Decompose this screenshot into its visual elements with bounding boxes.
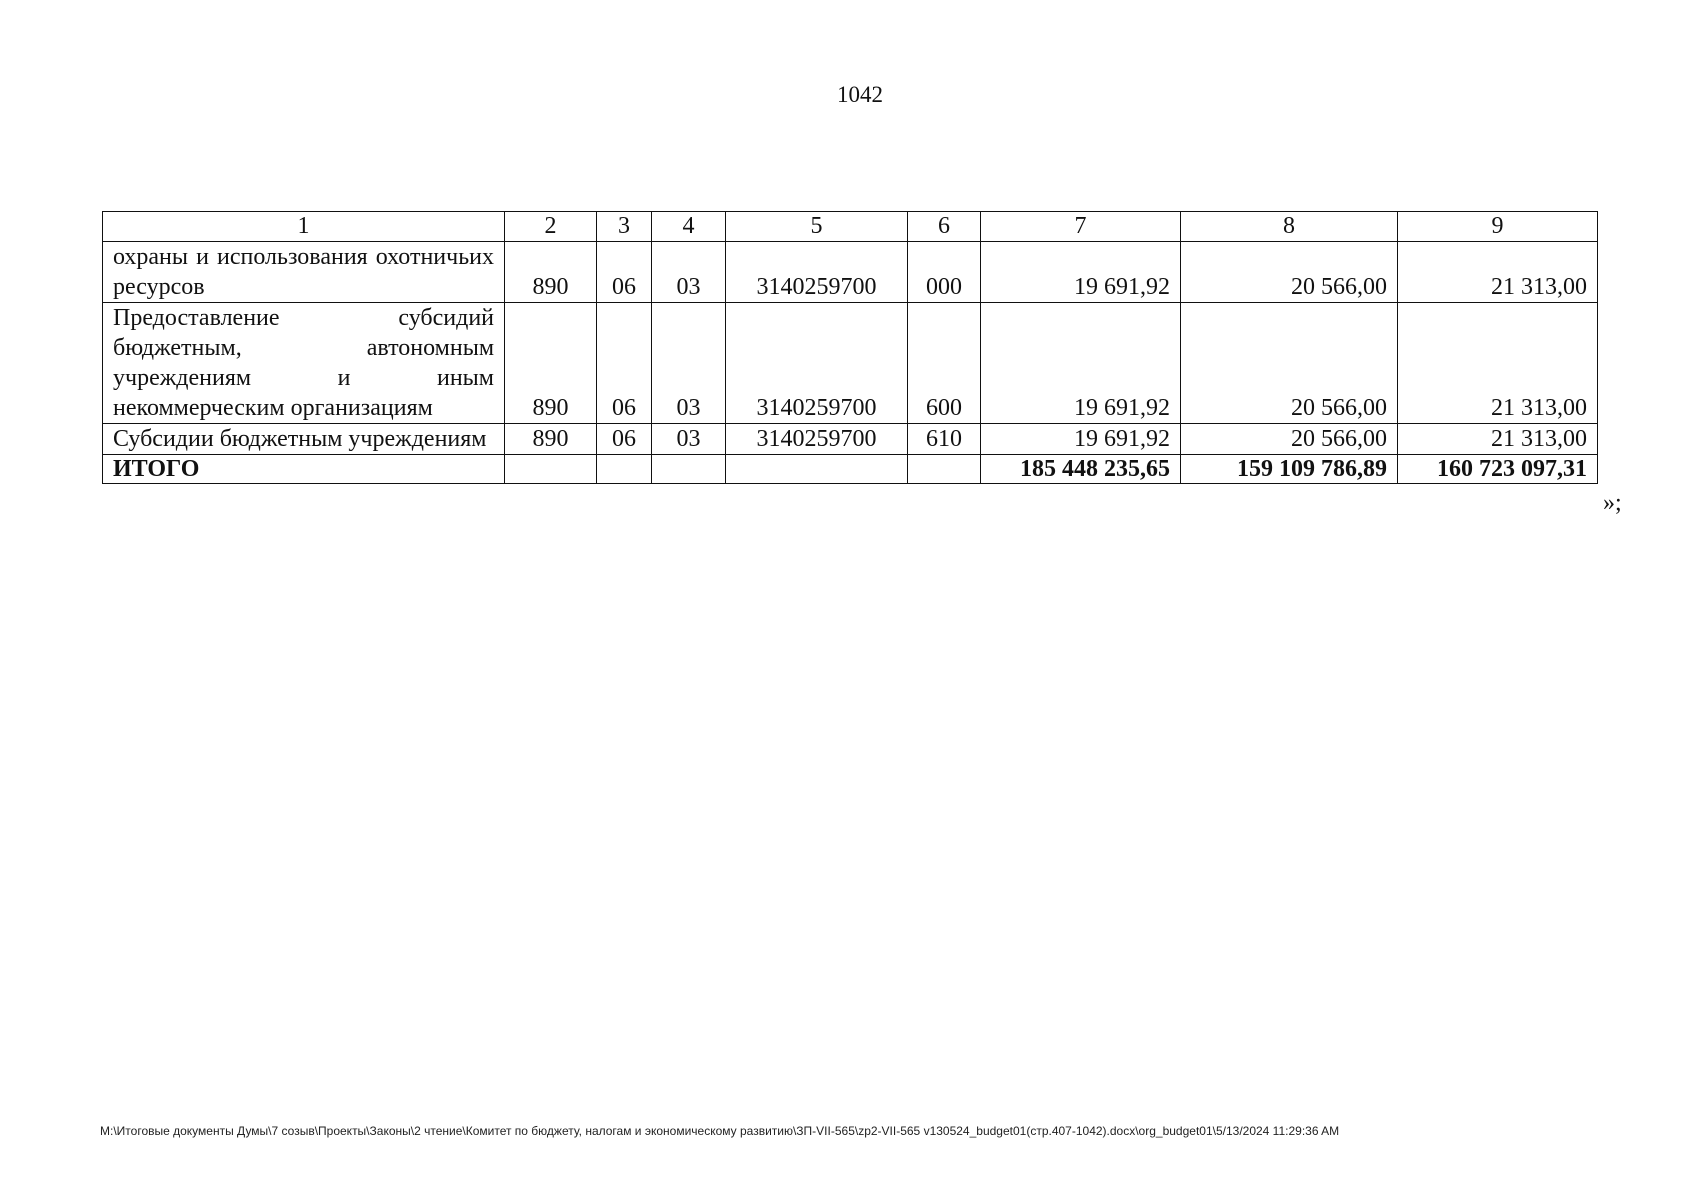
column-number: 4: [652, 212, 726, 242]
column-number: 9: [1398, 212, 1598, 242]
cell-code-4: 03: [652, 424, 726, 455]
column-number: 2: [505, 212, 597, 242]
cell-amount-8: 20 566,00: [1181, 424, 1398, 455]
total-amount-8: 159 109 786,89: [1181, 455, 1398, 484]
column-number: 7: [981, 212, 1181, 242]
cell-amount-8: 20 566,00: [1181, 303, 1398, 424]
footer-file-path: M:\Итоговые документы Думы\7 созыв\Проекты\Законы\2 чтение\Комитет по бюджету, налогам и экономическому развитию\ЗП-VII-565\zp2-VII-565 v130524_budget01(стр.407-1042).docx\org_budget01\5/13/2024 11:29:36 AM: [100, 1124, 1340, 1138]
budget-table: [102, 211, 1598, 484]
table-row: [103, 424, 1598, 455]
cell-code-2: 890: [505, 303, 597, 424]
row-name: Предоставление субсидий бюджетным, автономным учреждениям и иным некоммерческим организациям: [103, 303, 505, 424]
cell-code-5: 3140259700: [726, 303, 908, 424]
cell-code-2: 890: [505, 424, 597, 455]
column-number: 6: [908, 212, 981, 242]
column-number: 8: [1181, 212, 1398, 242]
table-row: [103, 303, 1598, 424]
cell-code-5: 3140259700: [726, 424, 908, 455]
total-label: ИТОГО: [103, 455, 505, 484]
cell-code-6: 610: [908, 424, 981, 455]
cell-code-3: 06: [597, 303, 652, 424]
total-amount-9: 160 723 097,31: [1398, 455, 1598, 484]
cell-code-3: 06: [597, 242, 652, 303]
cell-amount-7: 19 691,92: [981, 303, 1181, 424]
cell-amount-9: 21 313,00: [1398, 242, 1598, 303]
cell-code-4: 03: [652, 303, 726, 424]
empty-cell: [597, 455, 652, 484]
cell-code-6: 600: [908, 303, 981, 424]
table-row: [103, 242, 1598, 303]
cell-code-3: 06: [597, 424, 652, 455]
total-amount-7: 185 448 235,65: [981, 455, 1181, 484]
empty-cell: [908, 455, 981, 484]
empty-cell: [652, 455, 726, 484]
page-number: 1042: [837, 82, 883, 107]
cell-amount-9: 21 313,00: [1398, 303, 1598, 424]
cell-amount-9: 21 313,00: [1398, 424, 1598, 455]
row-name: охраны и использования охотничьих ресурсов: [103, 242, 505, 303]
total-row: [103, 455, 1598, 484]
column-number: 3: [597, 212, 652, 242]
cell-code-6: 000: [908, 242, 981, 303]
cell-amount-7: 19 691,92: [981, 242, 1181, 303]
empty-cell: [505, 455, 597, 484]
column-number: 1: [103, 212, 505, 242]
column-number-row: [103, 212, 1598, 242]
cell-code-4: 03: [652, 242, 726, 303]
empty-cell: [726, 455, 908, 484]
closing-quote-mark: »;: [1603, 490, 1622, 516]
cell-code-5: 3140259700: [726, 242, 908, 303]
row-name: Субсидии бюджетным учреждениям: [103, 424, 505, 455]
column-number: 5: [726, 212, 908, 242]
cell-code-2: 890: [505, 242, 597, 303]
cell-amount-7: 19 691,92: [981, 424, 1181, 455]
cell-amount-8: 20 566,00: [1181, 242, 1398, 303]
